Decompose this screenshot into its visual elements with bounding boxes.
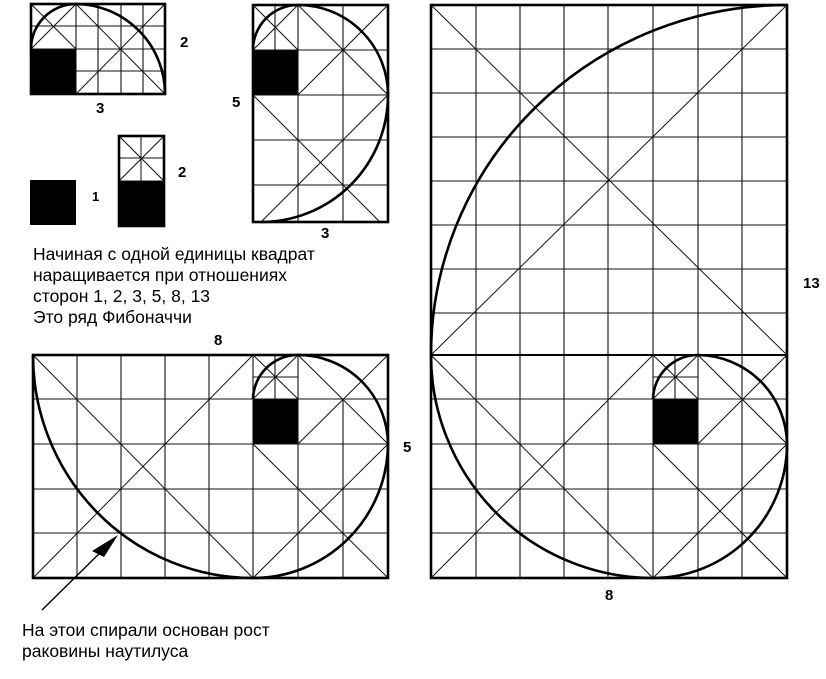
rect-3x5-unit-fill bbox=[253, 50, 298, 95]
rect-3x2-width-label: 3 bbox=[96, 100, 105, 117]
rect-8x5-frame bbox=[33, 355, 388, 578]
unit-square-fill bbox=[31, 49, 76, 94]
nautilus-caption bbox=[22, 620, 270, 662]
rect-8x5-height-label: 5 bbox=[403, 439, 412, 456]
fibonacci-caption bbox=[33, 244, 315, 328]
fibonacci-caption-line: Начиная с одной единицы квадрат bbox=[33, 244, 315, 264]
rect-1x2-diagonals bbox=[119, 136, 164, 181]
fibonacci-caption-line: Это ряд Фибоначчи bbox=[33, 307, 192, 327]
unit-square-diagram bbox=[30, 180, 99, 225]
rect-3x5-height-label: 5 bbox=[232, 94, 241, 111]
rect-8x5-unit-fill bbox=[253, 399, 298, 444]
nautilus-caption-line: раковины наутилуса bbox=[22, 641, 189, 661]
rect-8x5-diagonals bbox=[33, 355, 388, 578]
fibonacci-caption-line: сторон 1, 2, 3, 5, 8, 13 bbox=[33, 286, 211, 306]
unit-square bbox=[30, 180, 76, 225]
rect-8x5-spiral bbox=[33, 355, 388, 578]
rect-3x2-height-label: 2 bbox=[180, 34, 189, 51]
rect-3x5-diagram bbox=[232, 5, 388, 242]
rect-8x13-unit-fill bbox=[653, 399, 698, 444]
rect-3x5-spiral bbox=[253, 5, 388, 222]
nautilus-caption-line: На этои спирали основан рост bbox=[22, 620, 270, 640]
rect-8x13-frame bbox=[431, 5, 787, 578]
rect-8x5-diagram bbox=[33, 332, 411, 610]
rect-1x2-diagram bbox=[119, 136, 186, 226]
rect-8x13-height-label: 13 bbox=[803, 275, 820, 292]
rect-8x13-diagram bbox=[431, 5, 820, 604]
rect-8x13-width-label: 8 bbox=[605, 587, 614, 604]
rect-3x5-width-label: 3 bbox=[321, 225, 330, 242]
rect-3x2-diagram bbox=[31, 4, 188, 117]
rect-8x13-diagonals bbox=[431, 5, 787, 578]
rect-8x13-spiral bbox=[431, 5, 787, 578]
rect-8x13-grid bbox=[431, 5, 787, 578]
rect-8x5-grid bbox=[33, 355, 388, 578]
rect-1x2-height-label: 2 bbox=[178, 164, 187, 181]
nautilus-pointer-arrowhead bbox=[92, 535, 118, 557]
unit-square-label: 1 bbox=[92, 189, 100, 204]
rect-1x2-unit-fill bbox=[119, 181, 164, 226]
fibonacci-caption-line: наращивается при отношениях bbox=[33, 265, 287, 285]
rect-8x5-width-label: 8 bbox=[214, 332, 223, 349]
